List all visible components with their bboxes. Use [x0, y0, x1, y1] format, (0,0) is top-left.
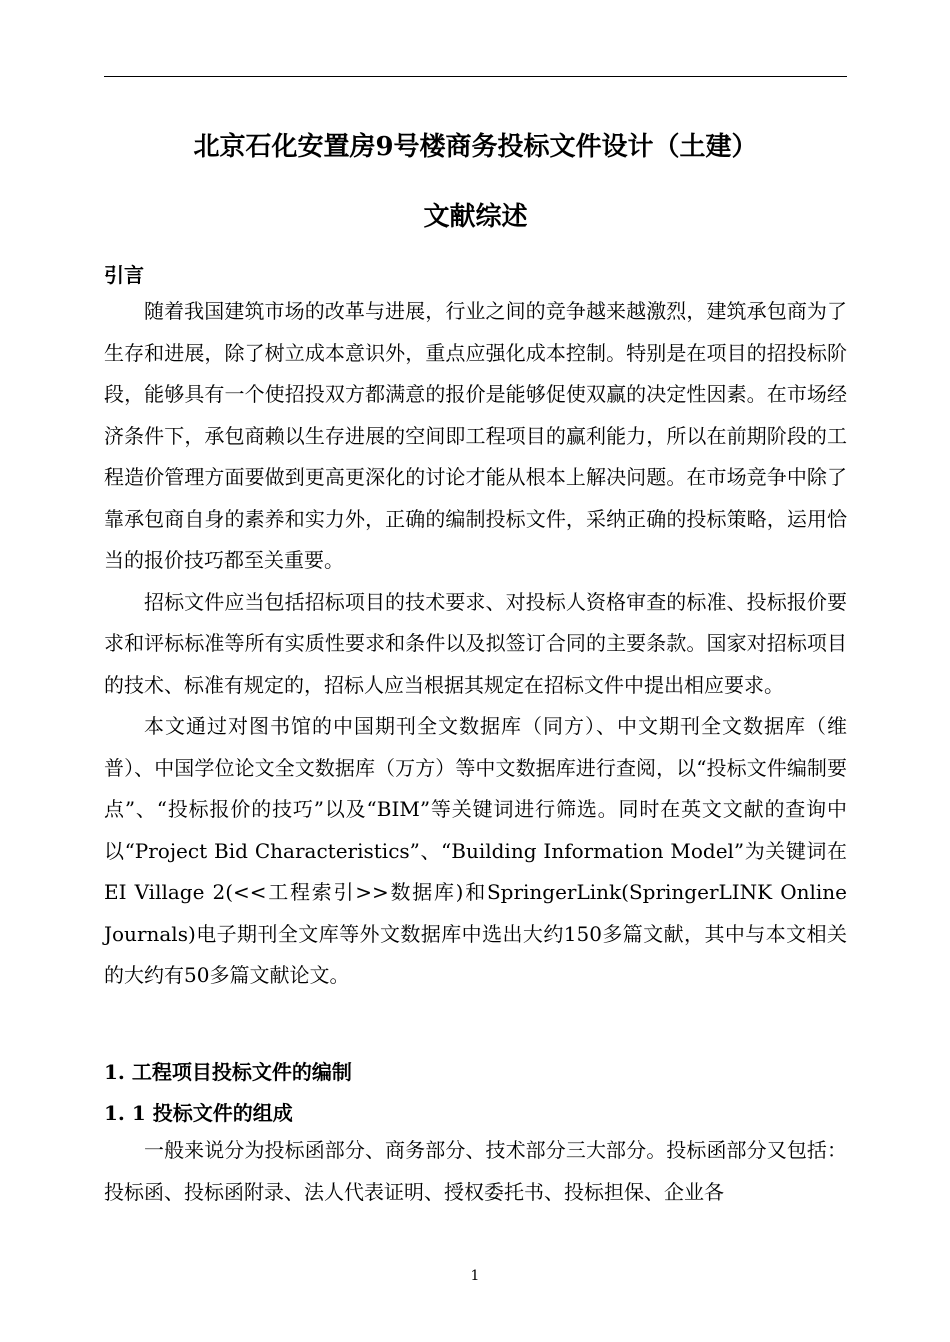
- body-paragraph: 一般来说分为投标函部分、商务部分、技术部分三大部分。投标函部分又包括：投标函、投标函附录、法人代表证明、授权委托书、投标担保、企业各: [104, 1138, 847, 1204]
- intro-paragraph: 随着我国建筑市场的改革与进展，行业之间的竞争越来越激烈，建筑承包商为了生存和进展，除了树立成本意识外，重点应强化成本控制。特别是在项目的招投标阶段，能够具有一个使招投双方都满意的报价是能够促使双赢的决定性因素。在市场经济条件下，承包商赖以生存进展的空间即工程项目的赢利能力，所以在前期阶段的工程造价管理方面要做到更高更深化的讨论才能从根本上解决问题。在市场竞争中除了靠承包商自身的素养和实力外，正确的编制投标文件，采纳正确的投标策略，运用恰当的报价技巧都至关重要。: [104, 299, 847, 572]
- subsection-heading: 1. 1 投标文件的组成: [104, 1101, 293, 1125]
- intro-heading: 引言: [104, 263, 144, 287]
- page-number: 1: [470, 1268, 480, 1284]
- document-title: 北京石化安置房9号楼商务投标文件设计（土建）: [193, 132, 758, 162]
- document-subtitle: 文献综述: [423, 202, 528, 232]
- intro-body: [104, 291, 847, 997]
- intro-paragraph: 招标文件应当包括招标项目的技术要求、对投标人资格审查的标准、投标报价要求和评标标准等所有实质性要求和条件以及拟签订合同的主要条款。国家对招标项目的技术、标准有规定的，招标人应当根据其规定在招标文件中提出相应要求。: [104, 589, 847, 697]
- intro-paragraph: 本文通过对图书馆的中国期刊全文数据库（同方）、中文期刊全文数据库（维普）、中国学位论文全文数据库（万方）等中文数据库进行查阅，以“投标文件编制要点”、“投标报价的技巧”以及“BIM”等关键词进行筛选。同时在英文文献的查询中以“Project Bid Characteristics”、“Building Information Model”为关键词在EI Village 2(<<工程索引>>数据库)和SpringerLink(SpringerLINK Online Journals)电子期刊全文库等外文数据库中选出大约150多篇文献，其中与本文相关的大约有50多篇文献论文。: [104, 714, 847, 987]
- section-body: [104, 1130, 847, 1213]
- header-rule: [104, 76, 847, 77]
- section-heading: 1. 工程项目投标文件的编制: [104, 1060, 352, 1084]
